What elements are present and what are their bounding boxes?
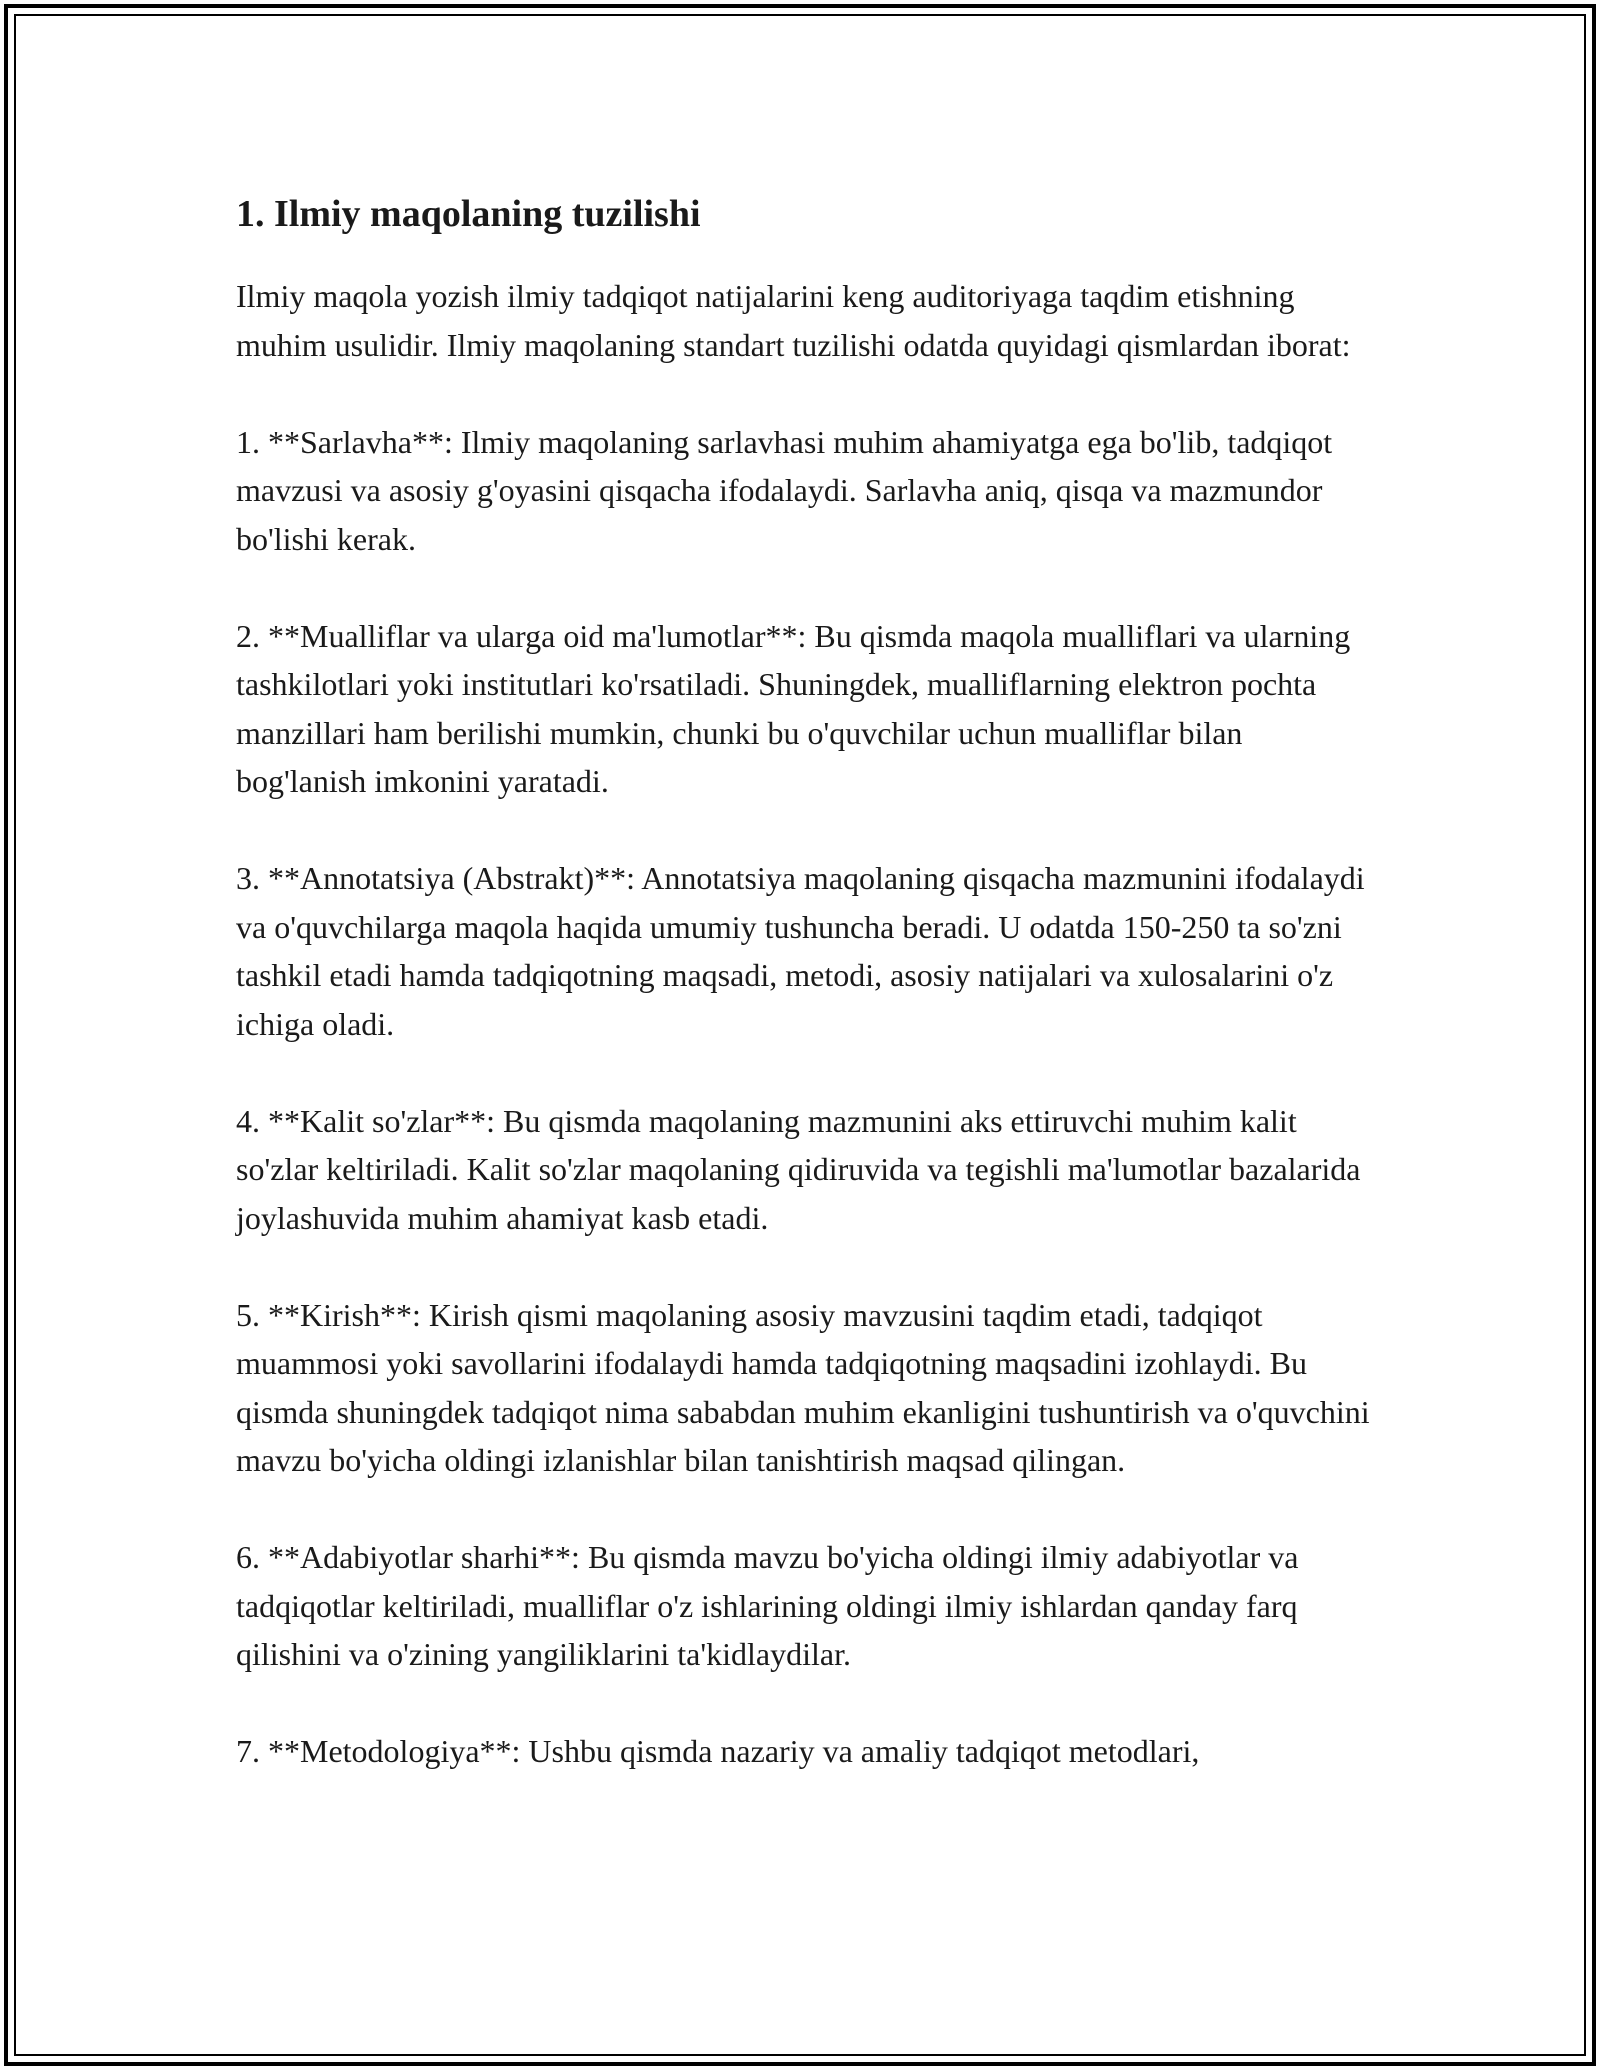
section-annotatsiya: 3. **Annotatsiya (Abstrakt)**: Annotatsiya maqolaning qisqacha mazmunini ifodalaydi va o'quvchilarga maqola haqida umumiy tushuncha beradi. U odatda 150-250 ta so'zni tashkil etadi hamda tadqiqotning maqsadi, metodi, asosiy natijalari va xulosalarini o'z ichiga oladi. bbox=[236, 860, 1365, 1042]
section-mualliflar: 2. **Mualliflar va ularga oid ma'lumotlar**: Bu qismda maqola mualliflari va ularning tashkilotlari yoki institutlari ko'rsatiladi. Shuningdek, mualliflarning elektron pochta manzillari ham berilishi mumkin, chunki bu o'quvchilar uchun mualliflar bilan bog'lanish imkonini yaratadi. bbox=[236, 617, 1351, 799]
section-adabiyotlar-sharhi: 6. **Adabiyotlar sharhi**: Bu qismda mavzu bo'yicha oldingi ilmiy adabiyotlar va tadqiqotlar keltiriladi, mualliflar o'z ishlarining oldingi ilmiy ishlardan qanday farq qilishini va o'zining yangiliklarini ta'kidlaydilar. bbox=[236, 1539, 1299, 1672]
intro-paragraph: Ilmiy maqola yozish ilmiy tadqiqot natijalarini keng auditoriyaga taqdim etishning muhim usulidir. Ilmiy maqolaning standart tuzilishi odatda quyidagi qismlardan iborat: bbox=[236, 278, 1351, 363]
section-kirish: 5. **Kirish**: Kirish qismi maqolaning asosiy mavzusini taqdim etadi, tadqiqot muammosi yoki savollarini ifodalaydi hamda tadqiqotning maqsadini izohlaydi. Bu qismda shuningdek tadqiqot nima sababdan muhim ekanligini tushuntirish va o'quvchini mavzu bo'yicha oldingi izlanishlar bilan tanishtirish maqsad qilingan. bbox=[236, 1296, 1370, 1478]
section-sarlavha: 1. **Sarlavha**: Ilmiy maqolaning sarlavhasi muhim ahamiyatga ega bo'lib, tadqiqot mavzusi va asosiy g'oyasini qisqacha ifodalaydi. Sarlavha aniq, qisqa va mazmundor bo'lishi kerak. bbox=[236, 423, 1333, 557]
section-metodologiya: 7. **Metodologiya**: Ushbu qismda nazariy va amaliy tadqiqot metodlari, bbox=[236, 1733, 1200, 1769]
document-body bbox=[236, 186, 1376, 1824]
document-title: 1. Ilmiy maqolaning tuzilishi bbox=[236, 193, 701, 235]
section-kalit-sozlar: 4. **Kalit so'zlar**: Bu qismda maqolaning mazmunini aks ettiruvchi muhim kalit so'zlar keltiriladi. Kalit so'zlar maqolaning qidiruvida va tegishli ma'lumotlar bazalarida joylashuvida muhim ahamiyat kasb etadi. bbox=[236, 1102, 1361, 1236]
